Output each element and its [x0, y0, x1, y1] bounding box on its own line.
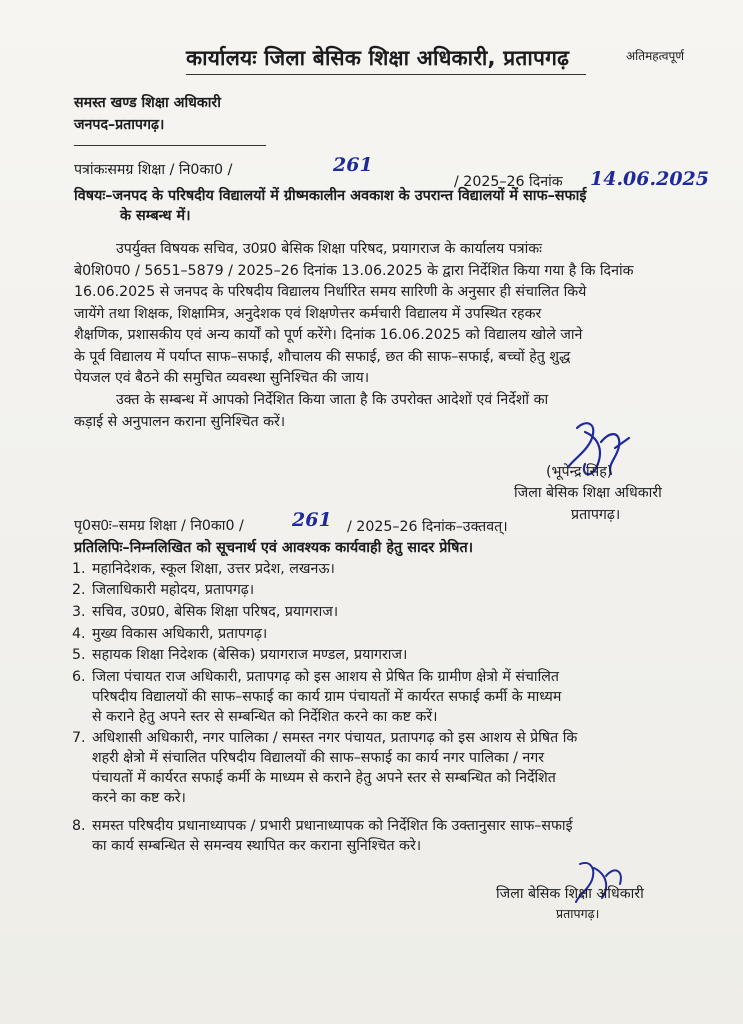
body-line: पेयजल एवं बैठने की समुचित व्यवस्था सुनिश्चित की जाय। [74, 370, 370, 386]
body-line: कड़ाई से अनुपालन कराना सुनिश्चित करें। [74, 413, 286, 430]
subject-line2: के सम्बन्ध में। [120, 208, 191, 224]
list-item: 3. सचिव, उ0प्र0, बेसिक शिक्षा परिषद, प्रयागराज। [72, 604, 339, 620]
body-line: बे0शि0प0 / 5651–5879 / 2025–26 दिनांक 13.06.2025 के द्वारा निर्देशित किया गया है कि दिनांक [74, 262, 634, 279]
list-item: 5. सहायक शिक्षा निदेशक (बेसिक) प्रयागराज मण्डल, प्रयागराज। [72, 647, 408, 663]
signatory-name: (भूपेन्द्र सिंह) [546, 464, 613, 480]
list-item: 6. जिला पंचायत राज अधिकारी, प्रतापगढ़ को इस आशय से प्रेषित कि ग्रामीण क्षेत्रो में संचालित परिषदीय विद्यालयों की साफ–सफाई का कार्य ग्राम पंचायतों में कार्यरत सफाई कर्मी के माध्यम से कराने हेतु अपने स्तर से सम्बन्धित को निर्देशित करने का कष्ट करें। [72, 669, 562, 725]
title-underline [186, 74, 586, 75]
reference-date: 14.06.2025 [590, 168, 709, 190]
copy-heading: प्रतिलिपिः–निम्नलिखित को सूचनार्थ एवं आवश्यक कार्यवाही हेतु सादर प्रेषित। [74, 540, 474, 556]
body-line: शैक्षणिक, प्रशासकीय एवं अन्य कार्यों को पूर्ण करेंगे। दिनांक 16.06.2025 को विद्यालय खोले जाने [74, 327, 583, 343]
list-item: 1. महानिदेशक, स्कूल शिक्षा, उत्तर प्रदेश, लखनऊ। [72, 561, 335, 577]
recipient-divider [74, 145, 266, 146]
copy-reference-year: / 2025–26 दिनांक–उक्तवत्। [347, 519, 508, 535]
subject-line1: विषयः–जनपद के परिषदीय विद्यालयों में ग्रीष्मकालीन अवकाश के उपरान्त विद्यालयों में साफ–सफाई [74, 188, 587, 204]
signatory-place-1: प्रतापगढ़। [571, 507, 621, 523]
reference-number: 261 [333, 154, 373, 176]
list-item: 4. मुख्य विकास अधिकारी, प्रतापगढ़। [72, 626, 268, 642]
body-paragraph-1 [74, 239, 710, 390]
signatory-place-2: प्रतापगढ़। [556, 906, 600, 921]
body-line: जायेंगे तथा शिक्षक, शिक्षामित्र, अनुदेशक एवं शिक्षणेत्तर कर्मचारी विद्यालय में उपस्थित रहकर [74, 305, 542, 322]
list-item: 2. जिलाधिकारी महोदय, प्रतापगढ़। [72, 582, 255, 598]
urgency-label: अतिमहत्वपूर्ण [626, 49, 685, 63]
reference-prefix: पत्रांकःसमग्र शिक्षा / नि0का0 / [74, 162, 233, 178]
recipient-line2: जनपद–प्रतापगढ़। [74, 117, 165, 133]
body-line: 16.06.2025 से जनपद के परिषदीय विद्यालय निर्धारित समय सारिणी के अनुसार ही संचालित किये [74, 284, 587, 300]
body-line: उक्त के सम्बन्ध में आपको निर्देशित किया जाता है कि उपरोक्त आदेशों एवं निर्देशों का [116, 392, 549, 408]
list-item: 7. अधिशासी अधिकारी, नगर पालिका / समस्त नगर पंचायत, प्रतापगढ़ को इस आशय से प्रेषित कि शहरी क्षेत्रो में संचालित परिषदीय विद्यालयों की साफ–सफाई का कार्य नगर पालिका / नगर पंचायतों में कार्यरत सफाई कर्मी के माध्यम से कराने हेतु अपने स्तर से सम्बन्धित को निर्देशित करने का कष्ट करे। [72, 730, 578, 806]
recipient-line1: समस्त खण्ड शिक्षा अधिकारी [74, 95, 221, 111]
copy-reference-prefix: पृ0स0ः–समग्र शिक्षा / नि0का0 / [74, 518, 244, 534]
list-item: 8. समस्त परिषदीय प्रधानाध्यापक / प्रभारी प्रधानाध्यापक को निर्देशित कि उक्तानुसार साफ–सफाई का कार्य सम्बन्धित से समन्वय स्थापित कर कराना सुनिश्चित करे। [72, 818, 573, 854]
office-title: कार्यालयः जिला बेसिक शिक्षा अधिकारी, प्रतापगढ़ [186, 46, 570, 70]
signatory-designation-2: जिला बेसिक शिक्षा अधिकारी [496, 886, 644, 902]
reference-year: / 2025–26 दिनांक [454, 174, 563, 190]
copy-reference-number: 261 [292, 509, 332, 531]
body-line: उपर्युक्त विषयक सचिव, उ0प्र0 बेसिक शिक्षा परिषद, प्रयागराज के कार्यालय पत्रांकः [116, 241, 543, 257]
signatory-designation-1: जिला बेसिक शिक्षा अधिकारी [514, 485, 662, 501]
body-line: के पूर्व विद्यालय में पर्याप्त साफ–सफाई, शौचालय की सफाई, छत की साफ–सफाई, बच्चों हेतु शुद्ध [74, 348, 571, 365]
